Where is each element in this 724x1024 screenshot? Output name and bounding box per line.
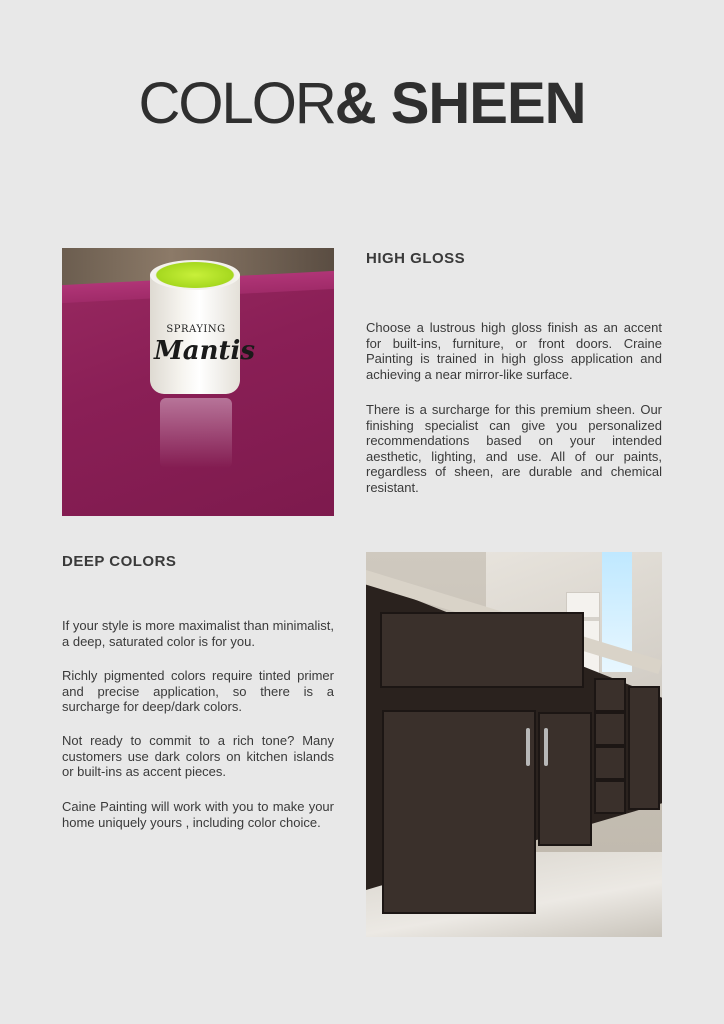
deep-colors-paragraph-3: Not ready to commit to a rich tone? Many customers use dark colors on kitchen islands or built-ins as accent pieces.	[62, 733, 334, 779]
high-gloss-paragraph-1: Choose a lustrous high gloss finish as an accent for built-ins, furniture, or front doors. Craine Painting is trained in high gloss application and achieving a near mirror-like surface.	[366, 320, 662, 382]
mug-rim	[150, 260, 240, 290]
high-gloss-paragraph-2: There is a surcharge for this premium sheen. Our finishing specialist can give you personalized recommendations based on your intended aesthetic, lighting, and use. All of our paints, regardless of sheen, are durable and chemical resistant.	[366, 402, 662, 495]
cabinet-handle-left	[526, 728, 530, 766]
high-gloss-heading: HIGH GLOSS	[366, 250, 466, 267]
title-sheen: & SHEEN	[334, 71, 586, 136]
deep-colors-paragraph-2: Richly pigmented colors require tinted primer and precise application, so there is a surcharge for deep/dark colors.	[62, 668, 334, 714]
deep-colors-heading: DEEP COLORS	[62, 553, 177, 570]
mug-logo-line1: SPRAYING	[166, 324, 226, 335]
deep-colors-paragraph-4: Caine Painting will work with you to make your home uniquely yours , including color choice.	[62, 799, 334, 830]
cabinet-door-far	[628, 686, 660, 810]
cabinet-handle-right	[544, 728, 548, 766]
mug-logo-line2: Mantis	[154, 336, 256, 366]
high-gloss-photo	[62, 248, 334, 516]
cabinet-small-drawer-1	[594, 678, 626, 712]
cabinet-small-drawer-4	[594, 780, 626, 814]
title-color: COLOR	[138, 71, 335, 136]
cabinet-small-drawer-2	[594, 712, 626, 746]
mug-reflection	[160, 398, 232, 468]
page-title	[0, 70, 724, 138]
cabinet-small-drawer-3	[594, 746, 626, 780]
cabinet-door-left	[382, 710, 536, 914]
deep-colors-photo	[366, 552, 662, 937]
deep-colors-paragraph-1: If your style is more maximalist than minimalist, a deep, saturated color is for you.	[62, 618, 334, 649]
cabinet-top-drawer	[380, 612, 584, 688]
